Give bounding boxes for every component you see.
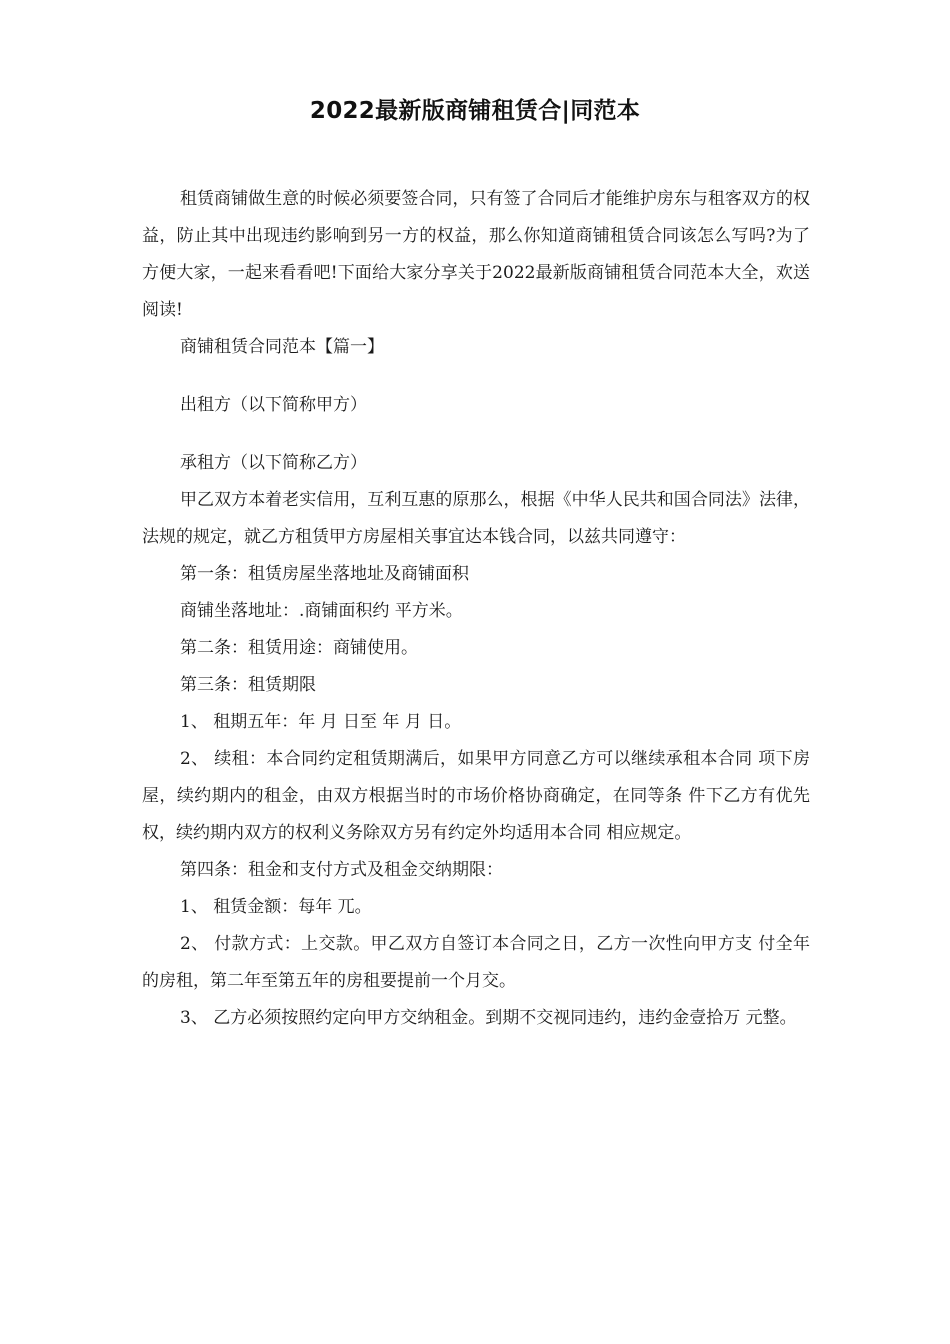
article-two-line: 第二条：租赁用途：商铺使用。 [180, 638, 418, 658]
document-body [142, 181, 810, 1037]
document-title: 2022最新版商铺租赁合|同范本 [309, 98, 641, 124]
shop-address-line: 商铺坐落地址：.商铺面积约 平方米。 [180, 601, 463, 621]
lessor-line: 出租方（以下简称甲方） [180, 395, 367, 415]
renewal-item: 2、 续租：本合同约定租赁期满后，如果甲方同意乙方可以继续承租本合同 项下房屋，续约期内的租金，由双方根据当时的市场价格协商确定，在同等条 件下乙方有优先权，续约期内双方的权利义务除双方另有约定外均适用本合同 相应规定。 [142, 749, 810, 843]
intro-paragraph: 租赁商铺做生意的时候必须要签合同，只有签了合同后才能维护房东与租客双方的权益，防止其中出现违约影响到另一方的权益，那么你知道商铺租赁合同该怎么写吗?为了方便大家，一起来看看吧!下面给大家分享关于2022最新版商铺租赁合同范本大全，欢送阅读! [142, 189, 810, 320]
late-payment-item: 3、 乙方必须按照约定向甲方交纳租金。到期不交视同违约，违约金壹拾万 元整。 [180, 1008, 797, 1028]
preamble-paragraph: 甲乙双方本着老实信用，互利互惠的原那么，根据《中华人民共和国合同法》法律，法规的规定，就乙方租赁甲方房屋相关事宜达本钱合同，以兹共同遵守： [142, 490, 810, 547]
payment-method-item: 2、 付款方式：上交款。甲乙双方自签订本合同之日，乙方一次性向甲方支 付全年的房租，第二年至第五年的房租要提前一个月交。 [142, 934, 810, 991]
article-three-heading: 第三条：租赁期限 [180, 675, 316, 695]
rent-amount-item: 1、 租赁金额：每年 兀。 [180, 897, 372, 917]
article-one-heading: 第一条：租赁房屋坐落地址及商铺面积 [180, 564, 469, 584]
lessee-line: 承租方（以下简称乙方） [180, 453, 367, 473]
article-four-heading: 第四条：租金和支付方式及租金交纳期限： [180, 860, 503, 880]
lease-term-item: 1、 租期五年：年 月 日至 年 月 日。 [180, 712, 462, 732]
section-heading-part-one: 商铺租赁合同范本【篇一】 [180, 337, 384, 357]
